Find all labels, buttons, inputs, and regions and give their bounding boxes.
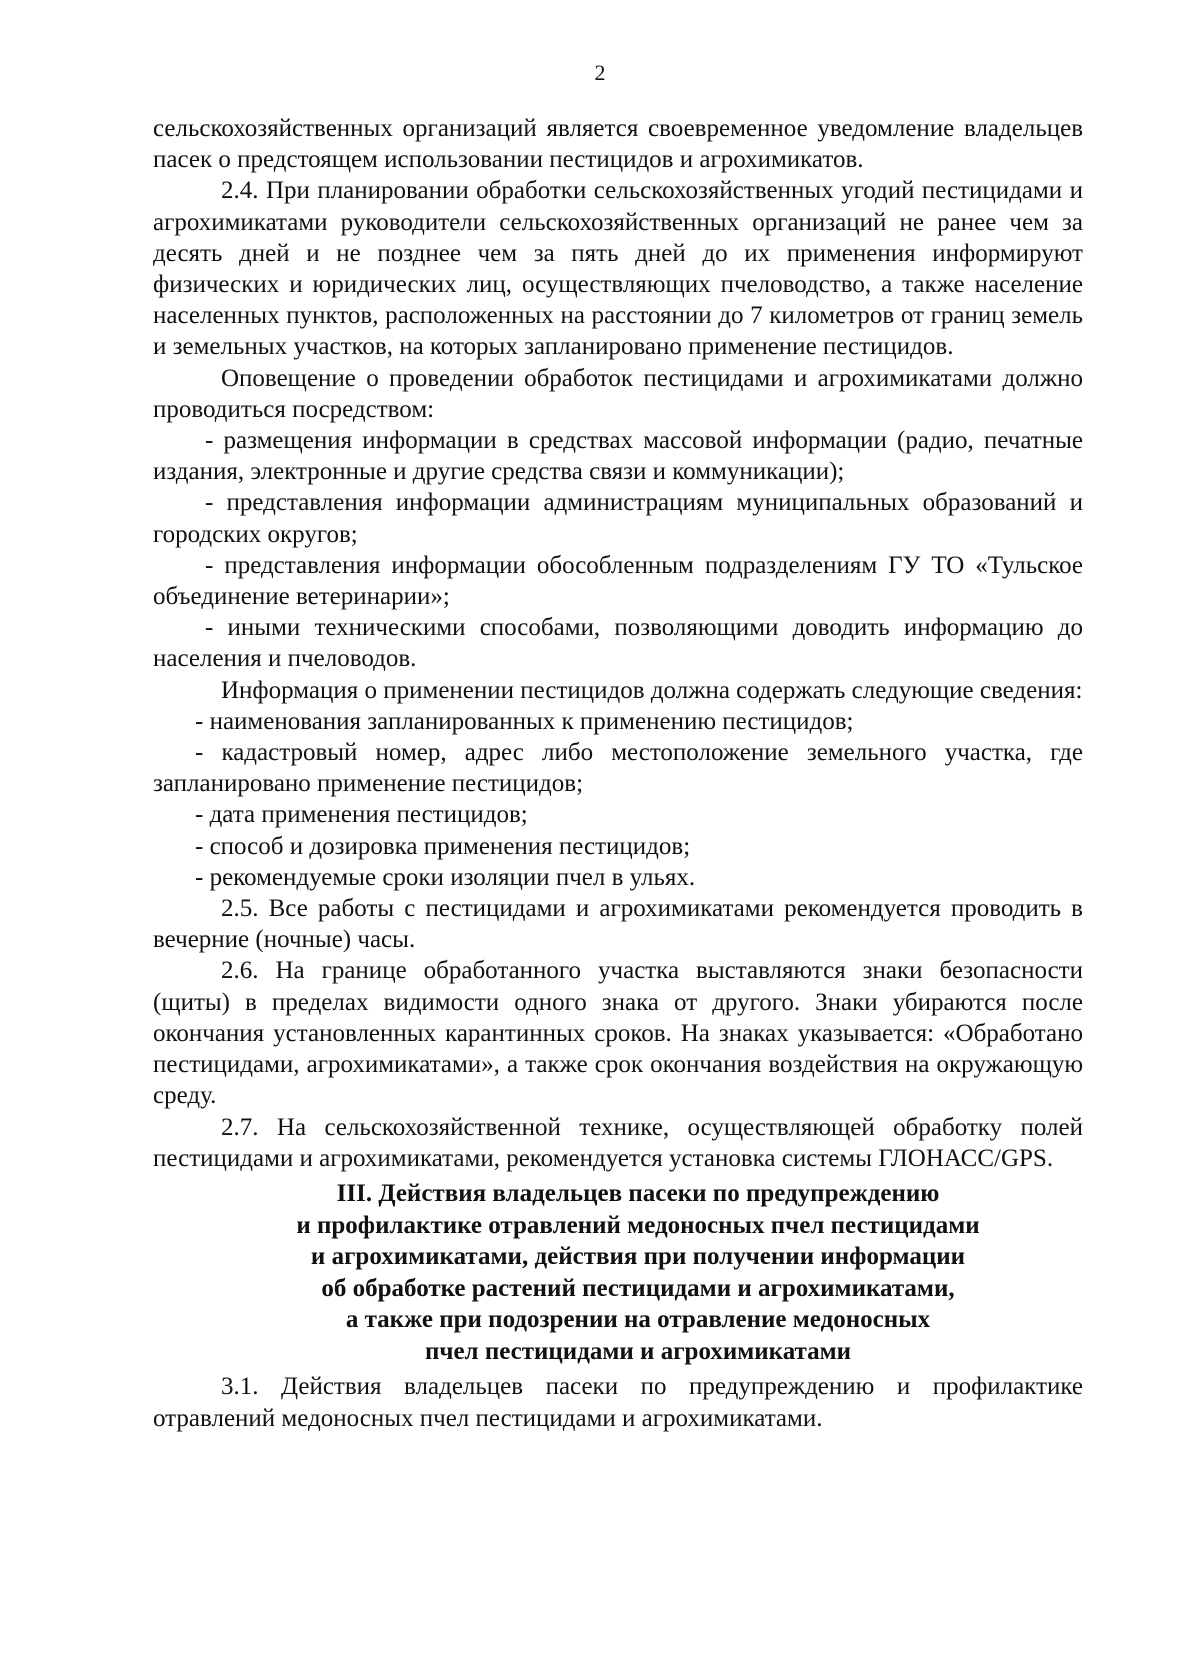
list-item-isolation: - рекомендуемые сроки изоляции пчел в ульях. xyxy=(195,863,696,891)
paragraph-2-5: 2.5. Все работы с пестицидами и агрохимикатами рекомендуется проводить в вечерние (ночные) часы. xyxy=(153,895,1083,954)
paragraph-2-6: 2.6. На границе обработанного участка выставляются знаки безопасности (щиты) в пределах видимости одного знака от другого. Знаки убираются после окончания установленных карантинных сроков. На знаках указывается: «Обработано пестицидами, агрохимикатами», а также срок окончания воздействия на окружающую среду. xyxy=(153,957,1083,1110)
document-body xyxy=(153,113,1083,1434)
list-item-cadastral-number: - кадастровый номер, адрес либо местоположение земельного участка, где запланировано применение пестицидов; xyxy=(153,739,1083,798)
list-item-veterinary: - представления информации обособленным подразделениям ГУ ТО «Тульское объединение ветеринарии»; xyxy=(153,551,1083,611)
paragraph-3-1: 3.1. Действия владельцев пасеки по предупреждению и профилактике отравлений медоносных пчел пестицидами и агрохимикатами. xyxy=(153,1373,1083,1432)
section-heading-line: III. Действия владельцев пасеки по предупреждению xyxy=(336,1179,940,1207)
paragraph-information-contents: Информация о применении пестицидов должна содержать следующие сведения: xyxy=(221,676,1083,704)
paragraph-continuation: сельскохозяйственных организаций является своевременное уведомление владельцев пасек о предстоящем использовании пестицидов и агрохимикатов. xyxy=(153,115,1083,174)
list-item-administrations: - представления информации администрациям муниципальных образований и городских округов; xyxy=(153,489,1083,548)
section-heading-line: а также при подозрении на отравление медоносных xyxy=(345,1306,931,1334)
section-heading-line: и профилактике отравлений медоносных пчел пестицидами xyxy=(296,1211,980,1239)
paragraph-2-4: 2.4. При планировании обработки сельскохозяйственных угодий пестицидами и агрохимикатами руководители сельскохозяйственных организаций не ранее чем за десять дней и не позднее чем за пять дней до их применения информируют физических и юридических лиц, осуществляющих пчеловодство, а также население населенных пунктов, расположенных на расстоянии до 7 километров от границ земель и земельных участков, на которых запланировано применение пестицидов. xyxy=(153,177,1083,361)
list-item-date: - дата применения пестицидов; xyxy=(195,801,528,829)
list-item-pesticide-names: - наименования запланированных к применению пестицидов; xyxy=(195,707,854,735)
list-item-dosage: - способ и дозировка применения пестицидов; xyxy=(195,832,691,860)
list-item-other-methods: - иными техническими способами, позволяющими доводить информацию до населения и пчеловодов. xyxy=(153,614,1083,673)
section-heading-iii xyxy=(153,1178,1083,1368)
paragraph-2-7: 2.7. На сельскохозяйственной технике, осуществляющей обработку полей пестицидами и агрохимикатами, рекомендуется установка системы ГЛОНАСС/GPS. xyxy=(153,1113,1083,1172)
section-heading-line: об обработке растений пестицидами и агрохимикатами, xyxy=(321,1274,955,1302)
paragraph-notification: Оповещение о проведении обработок пестицидами и агрохимикатами должно проводиться посредством: xyxy=(153,364,1083,423)
section-heading-line: и агрохимикатами, действия при получении информации xyxy=(310,1243,966,1271)
list-item-media: - размещения информации в средствах массовой информации (радио, печатные издания, электронные и другие средства связи и коммуникации); xyxy=(153,427,1083,486)
section-heading-line: пчел пестицидами и агрохимикатами xyxy=(424,1337,852,1365)
page-number: 2 xyxy=(594,60,606,85)
